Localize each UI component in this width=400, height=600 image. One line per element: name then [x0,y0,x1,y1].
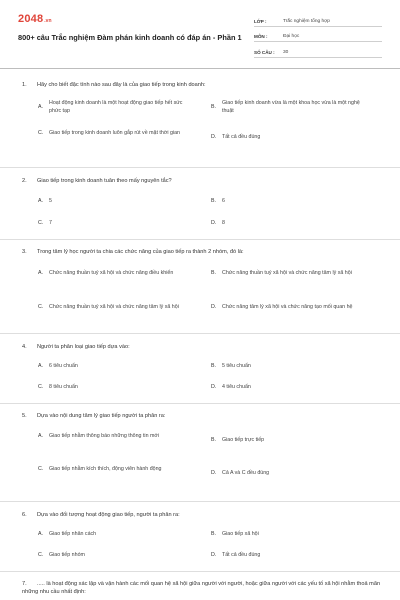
meta-value: Đại học [283,34,300,39]
question-divider [0,403,400,404]
question-number: 3. [22,249,27,255]
option-text: Giao tiếp xã hội [222,531,259,537]
option-c[interactable] [38,304,191,312]
document-meta [254,14,382,61]
question-text [22,412,382,420]
question-divider [0,571,400,572]
option-text: Giao tiếp nhân cách [49,531,97,537]
option-letter: C. [38,384,44,390]
question-divider [0,333,400,334]
option-letter: B. [211,363,217,369]
option-letter: B. [211,437,217,443]
question-text [22,81,382,89]
option-letter: C. [38,552,44,558]
option-text: 8 [222,220,225,226]
question-number: 2. [22,178,27,184]
option-c[interactable] [38,466,191,474]
option-letter: D. [211,552,217,558]
option-b[interactable] [211,100,364,115]
document-title: 800+ câu Trắc nghiệm Đàm phán kinh doanh có đáp án - Phần 1 [18,33,242,42]
option-letter: A. [38,198,44,204]
option-text: 4 tiêu chuẩn [222,384,251,390]
option-text: Giao tiếp kinh doanh vừa là một khoa học vừa là một nghệ thuật [222,100,360,114]
option-text: Giao tiếp nhóm [49,552,85,558]
meta-label: SỐ CÂU : [254,49,275,55]
meta-label: MÔN : [254,34,268,39]
option-letter: B. [211,270,217,276]
option-text: Chức năng thuần tuý xã hội và chức năng tâm lý xã hội [222,270,352,276]
option-letter: D. [211,134,217,140]
option-a[interactable] [38,100,191,115]
question-prompt: Hãy cho biết đặc tính nào sau đây là của giao tiếp trong kinh doanh: [37,82,206,88]
question-text [22,177,382,185]
document-header [0,0,400,63]
option-a[interactable] [38,198,191,206]
question-prompt: Dựa vào nội dung tâm lý giao tiếp người ta phân ra: [37,413,166,419]
option-d[interactable] [211,304,364,312]
option-letter: B. [211,531,217,537]
question-number: 6. [22,512,27,518]
meta-label: LỚP : [254,18,267,24]
option-d[interactable] [211,134,364,142]
option-b[interactable] [211,270,364,278]
option-b[interactable] [211,198,364,206]
question-divider [0,501,400,502]
option-text: Cả A và C đều đúng [222,470,270,476]
option-text: 5 [49,198,52,204]
question-number: 7. [22,581,27,587]
option-letter: A. [38,433,44,439]
option-d[interactable] [211,552,364,560]
option-c[interactable] [38,220,191,228]
option-d[interactable] [211,220,364,228]
logo-text: 2048 [18,13,44,25]
option-text: 8 tiêu chuẩn [49,384,78,390]
option-text: 7 [49,220,52,226]
option-a[interactable] [38,363,191,371]
option-text: Hoạt động kinh doanh là một hoạt động giao tiếp hết sức phức tạp [49,100,183,114]
option-text: Giao tiếp nhằm thông báo những thông tin mới [49,433,160,439]
question-divider [0,239,400,240]
option-text: Tất cả đều đúng [222,552,261,558]
option-letter: B. [211,198,217,204]
option-letter: D. [211,220,217,226]
option-letter: D. [211,304,217,310]
option-b[interactable] [211,531,364,539]
question-text [22,248,382,256]
option-text: Giao tiếp nhằm kích thích, động viên hành động [49,466,162,472]
option-letter: A. [38,363,44,369]
option-text: Tất cả đều đúng [222,134,261,140]
logo-domain: .vn [44,18,52,24]
meta-row-count [254,45,382,58]
question-text [22,343,382,351]
option-letter: C. [38,220,44,226]
question-prompt: Dựa vào đối tượng hoạt động giao tiếp, người ta phân ra: [37,512,180,518]
option-text: 6 tiêu chuẩn [49,363,78,369]
question-prompt: ..... là hoạt động xác lập và vận hành các mối quan hệ xã hội giữa người với người, hoặc giữa người với các yếu tố xã hội nhằm thoả mãn những nhu cầu nhất định: [22,581,381,595]
question-text [22,580,382,596]
question-divider [0,167,400,168]
header-divider [0,68,400,69]
option-letter: D. [211,470,217,476]
option-letter: A. [38,270,44,276]
meta-row-class [254,14,382,27]
option-c[interactable] [38,552,191,560]
meta-value: 30 [283,49,289,55]
question-number: 1. [22,82,27,88]
option-d[interactable] [211,384,364,392]
meta-row-subject [254,30,382,43]
option-letter: B. [211,103,217,110]
option-text: 5 tiêu chuẩn [222,363,251,369]
option-letter: A. [38,103,44,110]
option-text: Chức năng thuần tuý xã hội và chức năng tâm lý xã hội [49,304,179,310]
option-a[interactable] [38,531,191,539]
option-text: Giao tiếp trực tiếp [222,437,265,443]
option-c[interactable] [38,130,191,138]
meta-value: Trắc nghiệm tổng hợp [283,18,330,24]
option-letter: C. [38,304,44,310]
option-letter: C. [38,130,44,136]
option-letter: A. [38,531,44,537]
question-prompt: Giao tiếp trong kinh doanh tuân theo mấy nguyên tắc? [37,178,172,184]
option-b[interactable] [211,363,364,371]
question-number: 5. [22,413,27,419]
option-a[interactable] [38,433,191,441]
option-text: 6 [222,198,225,204]
option-letter: C. [38,466,44,472]
question-prompt: Trong tâm lý học người ta chia các chức năng của giao tiếp ra thành 2 nhóm, đó là: [37,249,244,255]
question-prompt: Người ta phân loại giao tiếp dựa vào: [37,344,130,350]
option-text: Giao tiếp trong kinh doanh luôn gắp rút về mặt thời gian [49,130,180,136]
option-d[interactable] [211,470,364,478]
option-letter: D. [211,384,217,390]
option-c[interactable] [38,384,191,392]
option-b[interactable] [211,437,364,445]
option-text: Chức năng thuần tuý xã hội và chức năng điều khiển [49,270,174,276]
option-text: Chức năng tâm lý xã hội và chức năng tạo mối quan hệ [222,304,353,310]
option-a[interactable] [38,270,191,278]
question-text [22,511,382,519]
question-number: 4. [22,344,27,350]
